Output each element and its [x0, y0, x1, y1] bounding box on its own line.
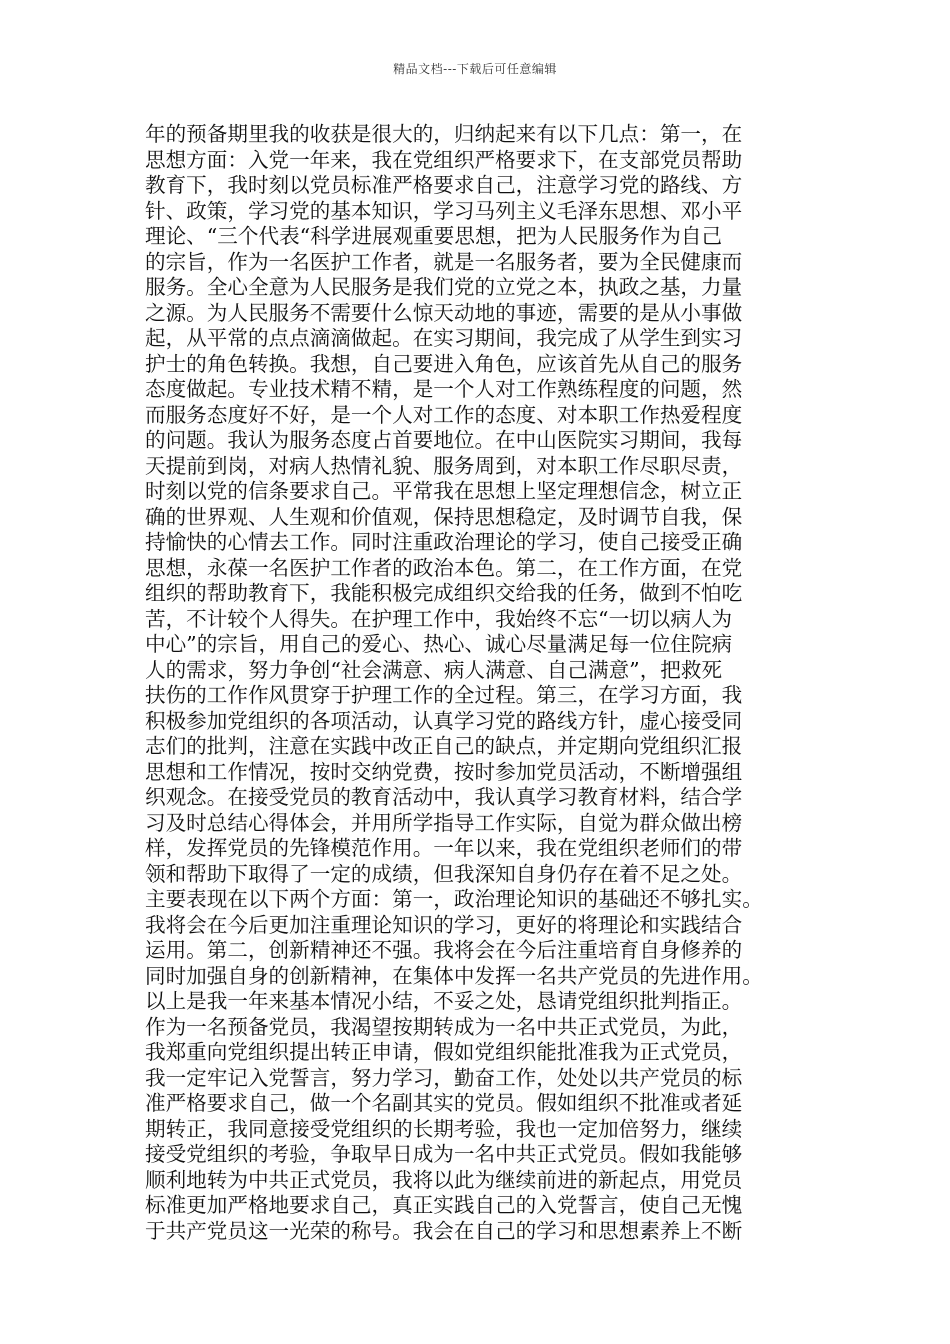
- text-line: 习及时总结心得体会，并用所学指导工作实际，自觉为群众做出榜: [145, 810, 743, 835]
- text-line: 思想和工作情况，按时交纳党费，按时参加党员活动，不断增强组: [145, 759, 743, 784]
- text-line: 织观念。在接受党员的教育活动中，我认真学习教育材料，结合学: [145, 785, 743, 809]
- text-line: 的问题。我认为服务态度占首要地位。在中山医院实习期间，我每: [145, 428, 743, 452]
- text-line: 的宗旨，作为一名医护工作者，就是一名服务者，要为全民健康而: [145, 249, 743, 274]
- page-header: 精品文档---下载后可任意编辑: [393, 62, 557, 76]
- text-line: 接受党组织的考验，争取早日成为一名中共正式党员。假如我能够: [145, 1142, 743, 1166]
- text-line: 针、政策，学习党的基本知识，学习马列主义毛泽东思想、邓小平: [145, 198, 743, 223]
- text-line: 年的预备期里我的收获是很大的，归纳起来有以下几点：第一，在: [145, 122, 743, 146]
- text-line: 我郑重向党组织提出转正申请，假如党组织能批准我为正式党员，: [145, 1040, 743, 1064]
- text-line: 理论、“三个代表“科学进展观重要思想，把为人民服务作为自己: [145, 224, 723, 248]
- text-line: 中心”的宗旨，用自己的爱心、热心、诚心尽量满足每一位住院病: [145, 632, 733, 656]
- text-line: 主要表现在以下两个方面：第一，政治理论知识的基础还不够扎实。: [145, 887, 763, 911]
- text-line: 人的需求，努力争创“社会满意、病人满意、自己满意”，把救死: [145, 657, 723, 682]
- text-line: 教育下，我时刻以党员标准严格要求自己，注意学习党的路线、方: [145, 173, 743, 197]
- text-line: 志们的批判，注意在实践中改正自己的缺点，并定期向党组织汇报: [145, 734, 743, 758]
- text-line: 顺利地转为中共正式党员，我将以此为继续前进的新起点，用党员: [145, 1167, 743, 1192]
- text-line: 准严格要求自己，做一个名副其实的党员。假如组织不批准或者延: [145, 1091, 743, 1115]
- text-line: 扶伤的工作作风贯穿于护理工作的全过程。第三，在学习方面，我: [145, 683, 743, 707]
- text-line: 思想，永葆一名医护工作者的政治本色。第二，在工作方面，在党: [145, 555, 743, 580]
- text-line: 样，发挥党员的先锋模范作用。一年以来，我在党组织老师们的带: [145, 836, 743, 860]
- text-line: 思想方面：入党一年来，我在党组织严格要求下，在支部党员帮助: [145, 147, 743, 172]
- text-line: 以上是我一年来基本情况小结，不妥之处，恳请党组织批判指正。: [145, 989, 743, 1013]
- text-line: 我将会在今后更加注重理论知识的学习，更好的将理论和实践结合: [145, 912, 743, 937]
- text-line: 于共产党员这一光荣的称号。我会在自己的学习和思想素养上不断: [145, 1218, 743, 1243]
- text-line: 积极参加党组织的各项活动，认真学习党的路线方针，虚心接受同: [145, 708, 743, 733]
- text-line: 标准更加严格地要求自己，真正实践自己的入党誓言，使自己无愧: [145, 1193, 743, 1217]
- text-line: 之源。为人民服务不需要什么惊天动地的事迹，需要的是从小事做: [145, 300, 743, 325]
- text-line: 而服务态度好不好，是一个人对工作的态度、对本职工作热爱程度: [145, 402, 743, 427]
- text-line: 护士的角色转换。我想，自己要进入角色，应该首先从自己的服务: [145, 351, 743, 376]
- text-line: 运用。第二，创新精神还不强。我将会在今后注重培育自身修养的: [145, 938, 743, 962]
- text-line: 服务。全心全意为人民服务是我们党的立党之本，执政之基，力量: [145, 275, 743, 299]
- text-line: 确的世界观、人生观和价值观，保持思想稳定，及时调节自我，保: [145, 504, 743, 529]
- text-line: 时刻以党的信条要求自己。平常我在思想上坚定理想信念，树立正: [145, 479, 743, 503]
- text-line: 作为一名预备党员，我渴望按期转成为一名中共正式党员，为此，: [145, 1014, 743, 1039]
- text-line: 苦，不计较个人得失。在护理工作中，我始终不忘“一切以病人为: [145, 606, 733, 631]
- text-line: 起，从平常的点点滴滴做起。在实习期间，我完成了从学生到实习: [145, 326, 743, 350]
- text-line: 我一定牢记入党誓言，努力学习，勤奋工作，处处以共产党员的标: [145, 1065, 743, 1090]
- document-body: [145, 122, 825, 1244]
- text-line: 同时加强自身的创新精神，在集体中发挥一名共产党员的先进作用。: [145, 963, 763, 988]
- text-line: 持愉快的心情去工作。同时注重政治理论的学习，使自己接受正确: [145, 530, 743, 554]
- text-line: 天提前到岗，对病人热情礼貌、服务周到，对本职工作尽职尽责，: [145, 453, 743, 478]
- text-line: 期转正，我同意接受党组织的长期考验，我也一定加倍努力，继续: [145, 1116, 743, 1141]
- text-line: 领和帮助下取得了一定的成绩，但我深知自身仍存在着不足之处。: [145, 861, 743, 886]
- text-line: 态度做起。专业技术精不精，是一个人对工作熟练程度的问题，然: [145, 377, 743, 401]
- text-line: 组织的帮助教育下，我能积极完成组织交给我的任务，做到不怕吃: [145, 581, 743, 605]
